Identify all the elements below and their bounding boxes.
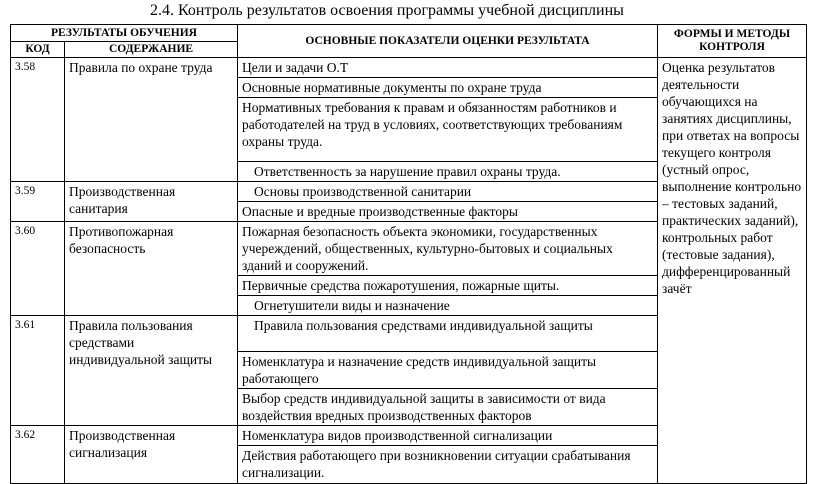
indicator-item: Основы производственной санитарии — [238, 182, 658, 202]
header-content: СОДЕРЖАНИЕ — [65, 42, 238, 58]
page-title: 2.4. Контроль результатов освоения программы учебной дисциплины — [150, 2, 624, 19]
indicator-item: Номенклатура видов производственной сигнализации — [238, 426, 658, 446]
row-content: Производственная санитария — [65, 182, 238, 222]
header-results: РЕЗУЛЬТАТЫ ОБУЧЕНИЯ — [11, 25, 238, 42]
indicator-item: Цели и задачи О.Т — [238, 58, 658, 78]
header-forms: ФОРМЫ И МЕТОДЫ КОНТРОЛЯ — [658, 25, 807, 58]
header-code: КОД — [11, 42, 65, 58]
indicator-item: Основные нормативные документы по охране труда — [238, 78, 658, 98]
indicator-item: Опасные и вредные производственные факторы — [238, 202, 658, 222]
row-content: Противопожарная безопасность — [65, 222, 238, 316]
indicator-item: Действия работающего при возникновении ситуации срабатывания сигнализации. — [238, 446, 658, 484]
indicator-item: Пожарная безопасность объекта экономики, государственных учереждений, общественных, культурно-бытовых и социальных зданий и сооружений. — [238, 222, 658, 276]
indicator-item: Нормативных требования к правам и обязанностям работников и работодателей на труд в условиях, соответствующих требованиям охраны труда. — [238, 98, 658, 162]
row-code: 3.62 — [11, 426, 65, 484]
indicator-item: Правила пользования средствами индивидуальной защиты — [238, 316, 658, 352]
row-code: 3.58 — [11, 58, 65, 182]
indicator-item: Ответственность за нарушение правил охраны труда. — [238, 162, 658, 182]
row-code: 3.59 — [11, 182, 65, 222]
indicator-item: Выбор средств индивидуальной защиты в зависимости от вида воздействия вредных производственных факторов — [238, 389, 658, 426]
row-content: Правила пользования средствами индивидуальной защиты — [65, 316, 238, 426]
row-content: Производственная сигнализация — [65, 426, 238, 484]
indicator-item: Огнетушители виды и назначение — [238, 296, 658, 316]
row-content: Правила по охране труда — [65, 58, 238, 182]
results-table — [10, 24, 807, 484]
row-code: 3.60 — [11, 222, 65, 316]
indicator-item: Первичные средства пожаротушения, пожарные щиты. — [238, 276, 658, 296]
indicator-item: Номенклатура и назначение средств индивидуальной защиты работающего — [238, 352, 658, 389]
row-code: 3.61 — [11, 316, 65, 426]
forms-methods-text: Оценка результатов деятельности обучающихся на занятиях дисциплины, при ответах на вопросы текущего контроля (устный опрос, выполнение контрольно – тестовых заданий, практических заданий), контрольных работ (тестовые задания), дифференцированный зачёт — [658, 58, 807, 484]
header-indicators: ОСНОВНЫЕ ПОКАЗАТЕЛИ ОЦЕНКИ РЕЗУЛЬТАТА — [238, 25, 658, 58]
